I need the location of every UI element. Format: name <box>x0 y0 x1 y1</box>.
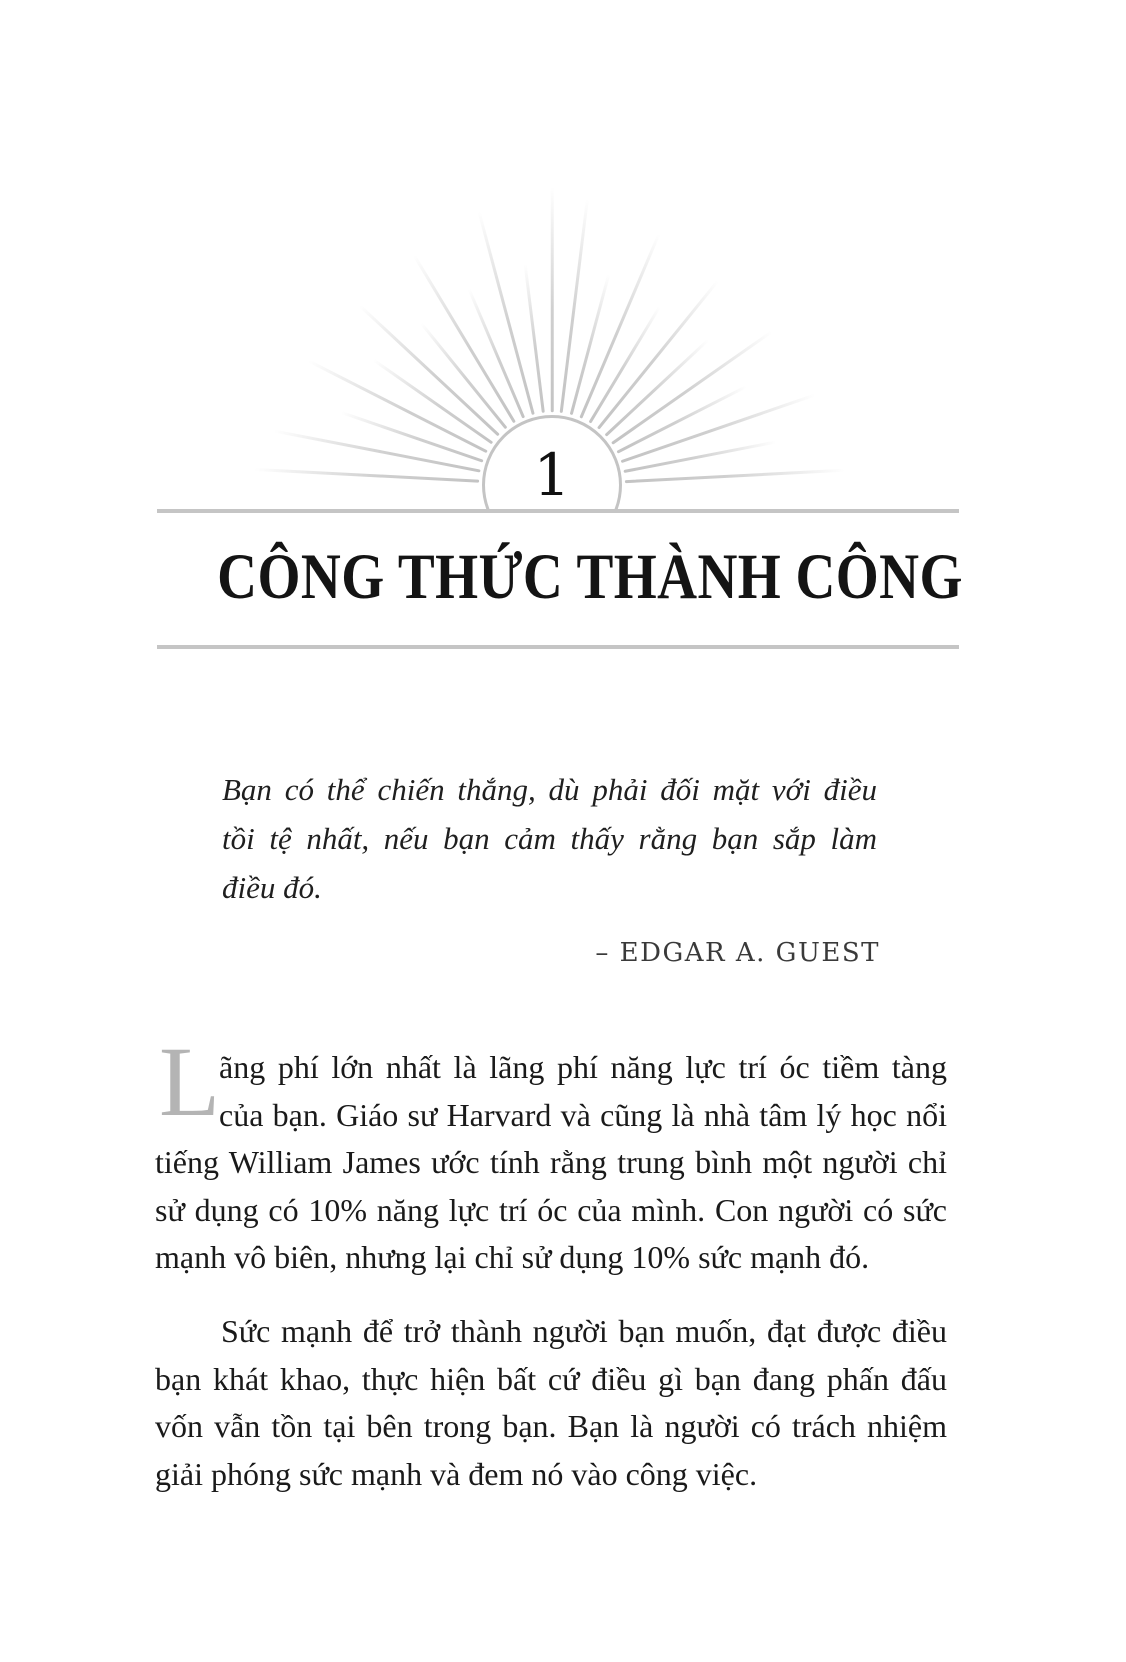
chapter-title: CÔNG THỨC THÀNH CÔNG <box>217 541 963 613</box>
chapter-number: 1 <box>533 441 571 509</box>
body-line: vốn vẫn tồn tại bên trong bạn. Bạn là người có trách nhiệm <box>155 1408 947 1444</box>
dropcap-letter: L <box>159 1026 221 1137</box>
body-line: ãng phí lớn nhất là lãng phí năng lực trí óc tiềm tàng <box>219 1049 947 1085</box>
body-line: giải phóng sức mạnh và đem nó vào công việc. <box>155 1455 758 1492</box>
sun-ray-icon <box>625 468 845 482</box>
sun-ray-icon <box>597 280 719 429</box>
sun-ray-icon <box>478 211 535 414</box>
body-line: của bạn. Giáo sư Harvard và cũng là nhà tâm lý học nổi <box>219 1096 947 1133</box>
paragraph-2 <box>155 1308 947 1498</box>
sun-ray-icon <box>551 187 554 412</box>
quote-line: điều đó. <box>222 870 322 905</box>
paragraph-1 <box>155 1026 947 1282</box>
top-rule <box>157 509 959 513</box>
sun-ray-icon <box>341 411 484 462</box>
body-line: sử dụng có 10% năng lực trí óc của mình. Con người có sức <box>155 1191 947 1228</box>
body-line: mạnh vô biên, nhưng lại chỉ sử dụng 10% sức mạnh đó. <box>155 1239 870 1275</box>
sun-ray-icon <box>560 199 589 413</box>
body-line: tiếng William James ước tính rằng trung bình một người chỉ <box>155 1144 947 1180</box>
body-line: bạn khát khao, thực hiện bất cứ điều gì bạn đang phấn đấu <box>155 1360 947 1397</box>
quote-attribution: – EDGAR A. GUEST <box>595 938 880 968</box>
epigraph-quote <box>222 765 877 912</box>
sun-ray-icon <box>623 440 776 472</box>
quote-line: Bạn có thể chiến thắng, dù phải đối mặt với điều <box>222 772 877 807</box>
body-line: Sức mạnh để trở thành người bạn muốn, đạt được điều <box>221 1313 947 1349</box>
sun-ray-icon <box>254 468 479 482</box>
bottom-rule <box>157 645 959 649</box>
quote-line: tồi tệ nhất, nếu bạn cảm thấy rằng bạn sắp làm <box>222 821 877 856</box>
